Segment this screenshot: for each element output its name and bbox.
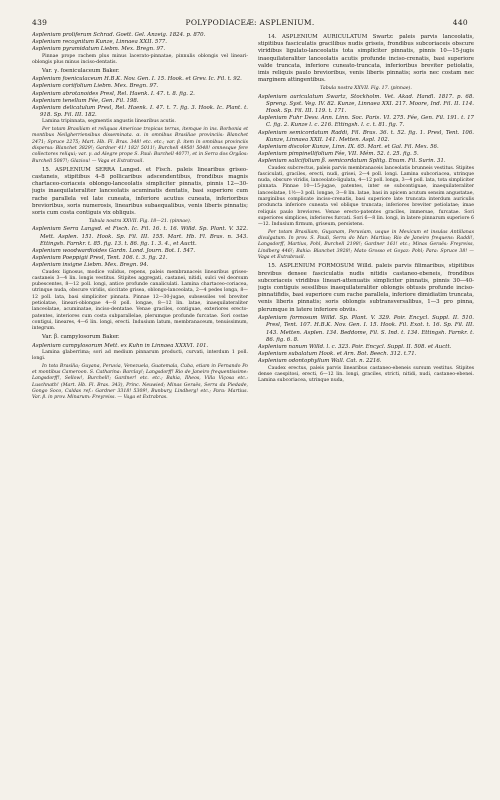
left-paragraph: Var. γ. foeniculaceum Baker. [42,67,120,74]
left-paragraph: 15. ASPLENIUM SERRA Langsd. et Fisch. paleis linearibus griseo-castaneis, stipitibus 4–8 pollicaribus adscendentibus, frondibus magnis chartaceo-coriaceis oblongo-lanceolatis simpliciter pinnatis, pinnis 12—30-jugis inaequilateraliter lanceolatis acuminatis dentatis, basi superiore cum rache parallela vel late cuneata, inferiore acutius cuneata, inferioribus brevioribus, soris numerosis, linearibus subaequalibus, venis liberis pinnatis; soris cum costa contiguis vix obliquis. [32,166,248,217]
right-paragraph: Tabula nostra XXVII. Fig. 17. (pinnae). [320,85,412,91]
right-paragraph: Asplenium salicifolium β. semicordatum Splitg. Enum. Fil. Surin. 31. [258,158,446,165]
left-paragraph: Lamina glaberrima; sori ad medium pinnarum producti, curvati, interdum 1 poll. longi. [32,349,248,362]
page-number-left: 439 [32,18,48,27]
left-paragraph: Asplenium foeniculaceum H.B.K. Nov. Gen. I. 15. Hook. et Grev. Ic. Fil. t. 92. [32,76,242,83]
left-paragraph: Asplenium recognitum Kunze, Linnaea XXII. 577. [32,39,167,46]
left-paragraph: Caudex lignosus, modice validus, repens, paleis membranaceis linearibus griseo-castaneis 3—4 lin. longis vestitus. Stipites aggregati, castanei, nitidi, sulci vel deorsum pubescentes, 8—12 poll. longi, antice profunde canaliculati. Lamina chartaceo-coriacea, utrinque nuda, obscure viridis, siccitate grisea, oblongo-lanceolata, 2—4 pedes longa, 8—12 poll. lata, basi simpliciter pinnata. Pinnae 12—30-jugae, subsessiles vel breviter petiolatae, lineari-oblongae 4—8 poll. longae, 8—12 lin. latae, inaequilateraliter lanceolatae, acuminatae, inciso-dentatae. Venae graciles, contiguae, exteriores erecto-patentes, interiores cum costa subparallelae, plerumque profunde furcatae. Sori costae contigui, lineares, 4—6 lin. longi, erecti. Indusium latum, membranaceum, tenuissimum, integrum. [32,269,248,332]
right-paragraph: 14. ASPLENIUM AURICULATUM Swartz: paleis parvis lanceolatis, stipitibus fasciculatis gracilibus nudis griseis, frondibus subcoriaceis obscure viridibus ligulato-lanceolatis tota simpliciter pinnatis, pinnis 10—15-jugis inaequilateraliter lanceolatis acutis profunde inciso-crenatis, basi superiore valde truncata, inferiore cuneato-truncata, inferioribus breviter petiolatis, imis reliquis paulo brevioribus, venis liberis pinnatis; soris nec costam nec marginem attingentibus. [258,34,474,84]
left-paragraph: Per totam Brasiliam et reliquas Americae tropicas terras, itemque in ins. Borbonia et montibus Neilgherriensibus disseminata. α. in omnibus Brasiliae provinciis: Blanchet 2471; Spruce 2275; Mart. Hb. Fl. Bras. 348! etc. etc.; var. β. item in omnibus provinciis dispersa: Blanchet 3829!; Gardner 41! 182! 5011!; Burchell 4950! 5048! omnesque fere collectores reliqui; var. γ. ad Alegre prope S. Paul: Burchell 4077!, et in Serra dos Orgãos: Burchell 5087!; Glaziou! — Vaga et Extratrasil. [32,127,248,164]
right-paragraph: Asplenium auriculatum Swartz, Stockholm. Vet. Akad. Handl. 1817. p. 68. Spreng. Syst. Veg. IV. 82. Kunze, Linnaea XXI. 217. Moore, Ind. Fil. II. 114. Hook. Sp. Fil. III. 119. t. 171. [258,93,474,114]
right-paragraph: Asplenium pimpinellifolium Fée, VII. Mém. 52. t. 25. fig. 5. [258,151,419,158]
page-header [32,18,468,32]
left-paragraph: Asplenium Serra Langsd. et Fisch. Ic. Fil. 16. t. 16. Willd. Sp. Plant. V. 322. Mett. Asplen. 151. Hook. Sp. Fil. III. 155. Mart. Hb. Fl. Bras. n. 343. Ettingsh. Farnkr. t. 85. fig. 13. t. 86. fig. 1. 3. 4., et Auctt. [32,226,248,247]
left-paragraph: Var. β. campylosorum Baker. [42,333,120,340]
right-paragraph: Asplenium Fuhr Desv. Ann. Linn. Soc. Paris. VI. 275. Fée, Gen. Fil. 191. t. 17 C. fig. 2. Kunze l. c. 216. Ettingsh. l. c. t. 81. fig. 7. [258,115,474,129]
left-paragraph: Asplenium delicatulum Presl, Rel. Haenk. I. 47. t. 7. fig. 3. Hook. Ic. Plant. t. 918. Sp. Fil. III. 182. [32,105,248,119]
right-paragraph: Asplenium nanum Willd. l. c. 323. Poir. Encycl. Suppl. II. 508. et Auctt. [258,344,452,350]
right-paragraph: Caudex erectus, paleis parvis linearibus castaneo-ebeneis sursum vestitus. Stipites dense caespitosi, erecti, 6—12 lin. longi, graciles, stricti, nitidi, nudi, castaneo-ebenei. Lamina subcoriacea, utrinque nuda, [258,365,474,384]
left-paragraph: Asplenium coriifolium Liebm. Mex. Bregn. 97. [32,83,159,90]
page-number-right: 440 [452,18,468,27]
running-title: POLYPODIACEÆ: ASPLENIUM. [185,18,315,27]
left-paragraph: Asplenium insigne Liebm. Mex. Bregn. 94. [32,262,149,269]
left-paragraph: In tota Brasilia; Guyana, Peruvia, Venezuela, Guatemala, Cuba, etiam in Fernando Po et montibus Cameroon. S. Catharina: Barclay!; Langsdorff! Rio de Janeiro frequentissime: Langsdorff!, Sellow!, Burchell!; Gardner! etc. etc.; Bahia, Ilheos, Villa Viçosa etc.: Luschnath! (Mart. Hb. Fl. Bras. 343), Princ. Neuwied; Minas Geraës, Serra da Piedade, Gongo Soco, Caldas ref.: Gardner 3318! 5309!, Bunbury, Lindberg! etc.; Para: Martius. Var. β. in prov. Minarum: Freyreiss. — Vaga et Extrabras. [32,363,248,401]
left-paragraph: Asplenium abrotanoides Presl, Rel. Haenk. I. 47. t. 8. fig. 2. [32,90,195,97]
left-paragraph: Asplenium campylosorum Mett. ex Kuhn in Linnaea XXXVI. 101. [32,342,209,349]
right-column [258,32,474,792]
right-paragraph: Asplenium formosum Willd. Sp. Plant. V. 329. Poir. Encycl. Suppl. II. 510. Presl, Tent. 107. H.B.K. Nov. Gen. I. 15. Hook. Fil. Exot. t. 16. Sp. Fil. III. 143. Metten. Asplen. 134. Beddome, Fil. S. Ind. t. 134. Ettingsh. Farnkr. t. 86. fig. 6. 8. [258,315,474,343]
left-paragraph: Tabula nostra XXVII. Fig. 18—21. (pinnae). [88,218,192,224]
left-paragraph: Asplenium woodwardioides Gardn. Lond. Journ. Bot. I. 547. [32,247,196,254]
left-column [32,32,248,792]
left-paragraph: Asplenium pyramidatum Liebm. Mex. Bregn. 97. [32,46,166,53]
left-paragraph: Asplenium tenellum Fée, Gen. Fil. 198. [32,97,139,104]
right-paragraph: Asplenium discolor Kunze, Linn. IX. 65. Mart. et Gal. Fil. Mex. 56. [258,143,439,150]
right-paragraph: 15. ASPLENIUM FORMOSUM Willd. paleis parvis filimaribus, stipitibus brevibus densee fasciculatis nudis nitidis castaneo-ebeneis, frondibus subcoriaceis viridibus lineari-attenuatis simpliciter pinnatis, pinnis 30—40-jugis contiguis sessilibus inaequilateraliter oblongis obtusis profunde inciso-pinnatifidis, basi superiore cum rache parallela, inferiore dimidiatim truncata, venis liberis pinnatis; soris oblongis subtransversalibus, 1—3 pro pinna, plerumque in latere inferiore obviis. [258,263,474,313]
left-paragraph: Pinnae prope rachem plus minus lacerato-pinnatae, pinnulis oblongis vel lineari-oblongis plus minus inciso-dentatis. [32,53,248,65]
right-paragraph: Asplenium subalatum Hook. et Arn. Bot. Beech. 312. t.71. [258,351,417,358]
left-paragraph: Asplenium proliferum Schrad. Goett. Gel. Anzeig. 1824. p. 870. [32,32,206,38]
right-paragraph: Caudex subcrectus, paleis parvis membranaceis lanceolatis brunneis vestitus. Stipites fasciculati, graciles, erecti, nudi, grisei, 2—4 poll. longi. Lamina subcoriacea, utrinque nuda, obscure viridis, lanceolato-ligulata, 4—12 poll. longa, 3—4 poll. lata, tota simpliciter pinnata. Pinnae 10—15-jugae, patentes, inter se subcontiguae, inaequilateraliter lanceolatae, 1½—3 poll. longae, 3—8 lin. latae, basi in apicem acutum sensim angustatae, marginibus complicate inciso-crenatis, basi superiore late truncata interdum auriculis produncta inferiore cuneata vel oblique truncata; inferiores breviter petiolatae; imae reliquis paulo breviores. Venae erecto-patentes graciles, immersae, furcatae. Sori superiores simplices, inferiores furcati. Sori 6—8 lin. longi, in latere pinnarum superiore 6—12. Indusium firmum, griseum, persistens. [258,165,474,228]
right-paragraph: Per totam Brasiliam, Guyanam, Peruviam, usque in Mexicum et insulas Antillanas divulgatum. In prov. S. Pauli, Serra do Mar: Martius; Rio de Janeiro frequens: Raddi!, Langsdorff, Martius, Pohl, Burchell 2198!; Gardner 161! etc.; Minas Geraës: Freyreiss, Lindberg 446!; Bahia: Blanchet 3928!; Mato Grosso et Goyaz: Pohl; Para: Spruce 38! — Vaga et Extrabrasil. [258,229,474,261]
right-paragraph: Asplenium semicordatum Raddi, Fil. Bras. 36. t. 52. fig. 1. Presl, Tent. 106. Kunze, Linnaea XXII. 141. Metten. Aspl. 102. [258,129,474,143]
right-paragraph: Asplenium odontophyllum Wall. Cat. n. 2216. [258,358,382,365]
left-paragraph: Asplenium Poeppigii Presl, Tent. 106. t. 3. fig. 21. [32,255,168,262]
left-paragraph: Lamina tripinnata, segmentis angustis linearibus acutis. [42,119,176,125]
